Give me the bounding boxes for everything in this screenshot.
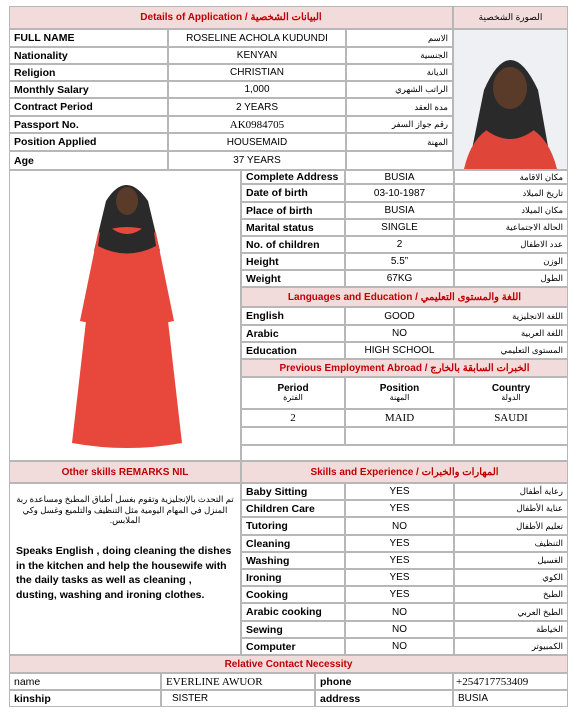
detail-label-ar: مكان الميلاد bbox=[454, 202, 568, 219]
field-value: HOUSEMAID bbox=[168, 133, 346, 151]
contact-kinship-value: SISTER bbox=[161, 690, 315, 707]
skill-label: Washing bbox=[241, 552, 345, 569]
detail-label: Place of birth bbox=[241, 202, 345, 219]
field-value: AK0984705 bbox=[168, 116, 346, 133]
skill-label-ar: الطبخ bbox=[454, 586, 568, 603]
detail-value: 67KG bbox=[345, 270, 454, 287]
language-label-ar: اللغة العربية bbox=[454, 325, 568, 342]
relative-contact-header: Relative Contact Necessity bbox=[9, 655, 568, 673]
skill-value: YES bbox=[345, 586, 454, 603]
field-label-ar: الجنسية bbox=[346, 47, 453, 64]
detail-label: Complete Address bbox=[241, 170, 345, 184]
contact-kinship-label: kinship bbox=[9, 690, 161, 707]
previous-employment-header: Previous Employment Abroad / الخبرات السابقة بالخارج bbox=[241, 359, 568, 377]
position-column-header bbox=[345, 377, 454, 409]
field-label-ar: الاسم bbox=[346, 29, 453, 47]
field-value: ROSELINE ACHOLA KUDUNDI bbox=[168, 29, 346, 47]
country-label: Country bbox=[491, 382, 531, 394]
skill-label-ar: تعليم الأطفال bbox=[454, 517, 568, 535]
portrait-figure-icon bbox=[454, 30, 567, 169]
skill-label-ar: عناية الأطفال bbox=[454, 500, 568, 517]
field-label-ar: الراتب الشهري bbox=[346, 81, 453, 98]
skill-value: YES bbox=[345, 569, 454, 586]
detail-label-ar: الوزن bbox=[454, 253, 568, 270]
detail-value: SINGLE bbox=[345, 219, 454, 236]
employment-period-value: 2 bbox=[241, 409, 345, 427]
field-label-ar: رقم جواز السفر bbox=[346, 116, 453, 133]
contact-address-label: address bbox=[315, 690, 453, 707]
skill-label: Cooking bbox=[241, 586, 345, 603]
skill-label: Baby Sitting bbox=[241, 483, 345, 500]
skill-value: YES bbox=[345, 500, 454, 517]
skill-label-ar: الطبخ العربي bbox=[454, 603, 568, 621]
detail-value: BUSIA bbox=[345, 170, 454, 184]
employment-empty-row bbox=[241, 445, 568, 461]
full-body-photo bbox=[9, 170, 241, 461]
skill-value: NO bbox=[345, 517, 454, 535]
field-value: CHRISTIAN bbox=[168, 64, 346, 81]
detail-label-ar: الطول bbox=[454, 270, 568, 287]
contact-phone-value: +254717753409 bbox=[453, 673, 568, 690]
skill-value: YES bbox=[345, 483, 454, 500]
contact-address-value: BUSIA bbox=[453, 690, 568, 707]
detail-label-ar: الحالة الاجتماعية bbox=[454, 219, 568, 236]
detail-label-ar: تاريخ الميلاد bbox=[454, 184, 568, 202]
language-value: GOOD bbox=[345, 307, 454, 325]
photo-label: الصورة الشخصية bbox=[453, 6, 568, 29]
skill-label: Cleaning bbox=[241, 535, 345, 552]
field-label-ar: الديانة bbox=[346, 64, 453, 81]
field-label-ar: مدة العقد bbox=[346, 98, 453, 116]
portrait-photo bbox=[453, 29, 568, 170]
language-label: English bbox=[241, 307, 345, 325]
employment-empty-cell bbox=[241, 427, 345, 445]
full-body-figure-icon bbox=[10, 171, 240, 460]
skill-label-ar: الغسيل bbox=[454, 552, 568, 569]
period-label-ar: الفترة bbox=[283, 393, 303, 403]
other-skills-box bbox=[9, 483, 241, 655]
skill-label-ar: الكمبيوتر bbox=[454, 638, 568, 655]
skill-value: NO bbox=[345, 621, 454, 638]
detail-label: No. of children bbox=[241, 236, 345, 253]
skill-label: Children Care bbox=[241, 500, 345, 517]
detail-label-ar: مكان الاقامة bbox=[454, 170, 568, 184]
skill-label: Ironing bbox=[241, 569, 345, 586]
field-label: Religion bbox=[9, 64, 168, 81]
field-label: Nationality bbox=[9, 47, 168, 64]
language-label: Arabic bbox=[241, 325, 345, 342]
detail-label: Height bbox=[241, 253, 345, 270]
employment-empty-cell bbox=[345, 427, 454, 445]
skill-value: YES bbox=[345, 552, 454, 569]
application-details-header: Details of Application / البيانات الشخصية bbox=[9, 6, 453, 29]
detail-label-ar: عدد الاطفال bbox=[454, 236, 568, 253]
field-label: Contract Period bbox=[9, 98, 168, 116]
country-column-header bbox=[454, 377, 568, 409]
contact-name-value: EVERLINE AWUOR bbox=[161, 673, 315, 690]
employment-country-value: SAUDI bbox=[454, 409, 568, 427]
detail-label: Weight bbox=[241, 270, 345, 287]
languages-education-header: Languages and Education / اللغة والمستوى التعليمي bbox=[241, 287, 568, 307]
skill-label-ar: رعاية أطفال bbox=[454, 483, 568, 500]
field-label: Position Applied bbox=[9, 133, 168, 151]
skill-label-ar: الكوي bbox=[454, 569, 568, 586]
skill-value: NO bbox=[345, 603, 454, 621]
other-skills-english-text: Speaks English , doing cleaning the dishes in the kitchen and help the housewife with the daily tasks as well as cleaning , dusting, washing and ironing clothes. bbox=[16, 544, 232, 601]
skill-value: NO bbox=[345, 638, 454, 655]
field-label-ar: المهنة bbox=[346, 133, 453, 151]
detail-value: BUSIA bbox=[345, 202, 454, 219]
skill-label: Sewing bbox=[241, 621, 345, 638]
skill-label: Computer bbox=[241, 638, 345, 655]
skill-value: YES bbox=[345, 535, 454, 552]
position-label-ar: المهنة bbox=[389, 393, 410, 403]
language-value: NO bbox=[345, 325, 454, 342]
skill-label: Tutoring bbox=[241, 517, 345, 535]
field-value: 2 YEARS bbox=[168, 98, 346, 116]
detail-value: 2 bbox=[345, 236, 454, 253]
employment-empty-cell bbox=[454, 427, 568, 445]
employment-position-value: MAID bbox=[345, 409, 454, 427]
position-label: Position bbox=[379, 382, 420, 394]
other-skills-arabic-text: تم التحدث بالإنجليزية وتقوم بغسل أطباق المطبخ ومساعدة ربة المنزل في المهام اليومية مثل التنظيف والتلميع وغسل وكي الملابس. bbox=[16, 494, 234, 526]
skill-label-ar: التنظيف bbox=[454, 535, 568, 552]
language-value: HIGH SCHOOL bbox=[345, 342, 454, 359]
contact-phone-label: phone bbox=[315, 673, 453, 690]
field-label-ar bbox=[346, 151, 453, 170]
field-label: Age bbox=[9, 151, 168, 170]
field-value: KENYAN bbox=[168, 47, 346, 64]
field-value: 1,000 bbox=[168, 81, 346, 98]
field-value: 37 YEARS bbox=[168, 151, 346, 170]
field-label: Passport No. bbox=[9, 116, 168, 133]
language-label-ar: المستوى التعليمي bbox=[454, 342, 568, 359]
detail-value: 03-10-1987 bbox=[345, 184, 454, 202]
detail-label: Marital status bbox=[241, 219, 345, 236]
period-label: Period bbox=[277, 382, 309, 394]
language-label: Education bbox=[241, 342, 345, 359]
field-label: Monthly Salary bbox=[9, 81, 168, 98]
detail-label: Date of birth bbox=[241, 184, 345, 202]
other-skills-header: Other skills REMARKS NIL bbox=[9, 461, 241, 483]
contact-name-label: name bbox=[9, 673, 161, 690]
skill-label-ar: الخياطة bbox=[454, 621, 568, 638]
language-label-ar: اللغة الانجليزية bbox=[454, 307, 568, 325]
skill-label: Arabic cooking bbox=[241, 603, 345, 621]
detail-value: 5.5” bbox=[345, 253, 454, 270]
skills-experience-header: Skills and Experience / المهارات والخبرات bbox=[241, 461, 568, 483]
country-label-ar: الدولة bbox=[501, 393, 521, 403]
period-column-header bbox=[241, 377, 345, 409]
field-label: FULL NAME bbox=[9, 29, 168, 47]
